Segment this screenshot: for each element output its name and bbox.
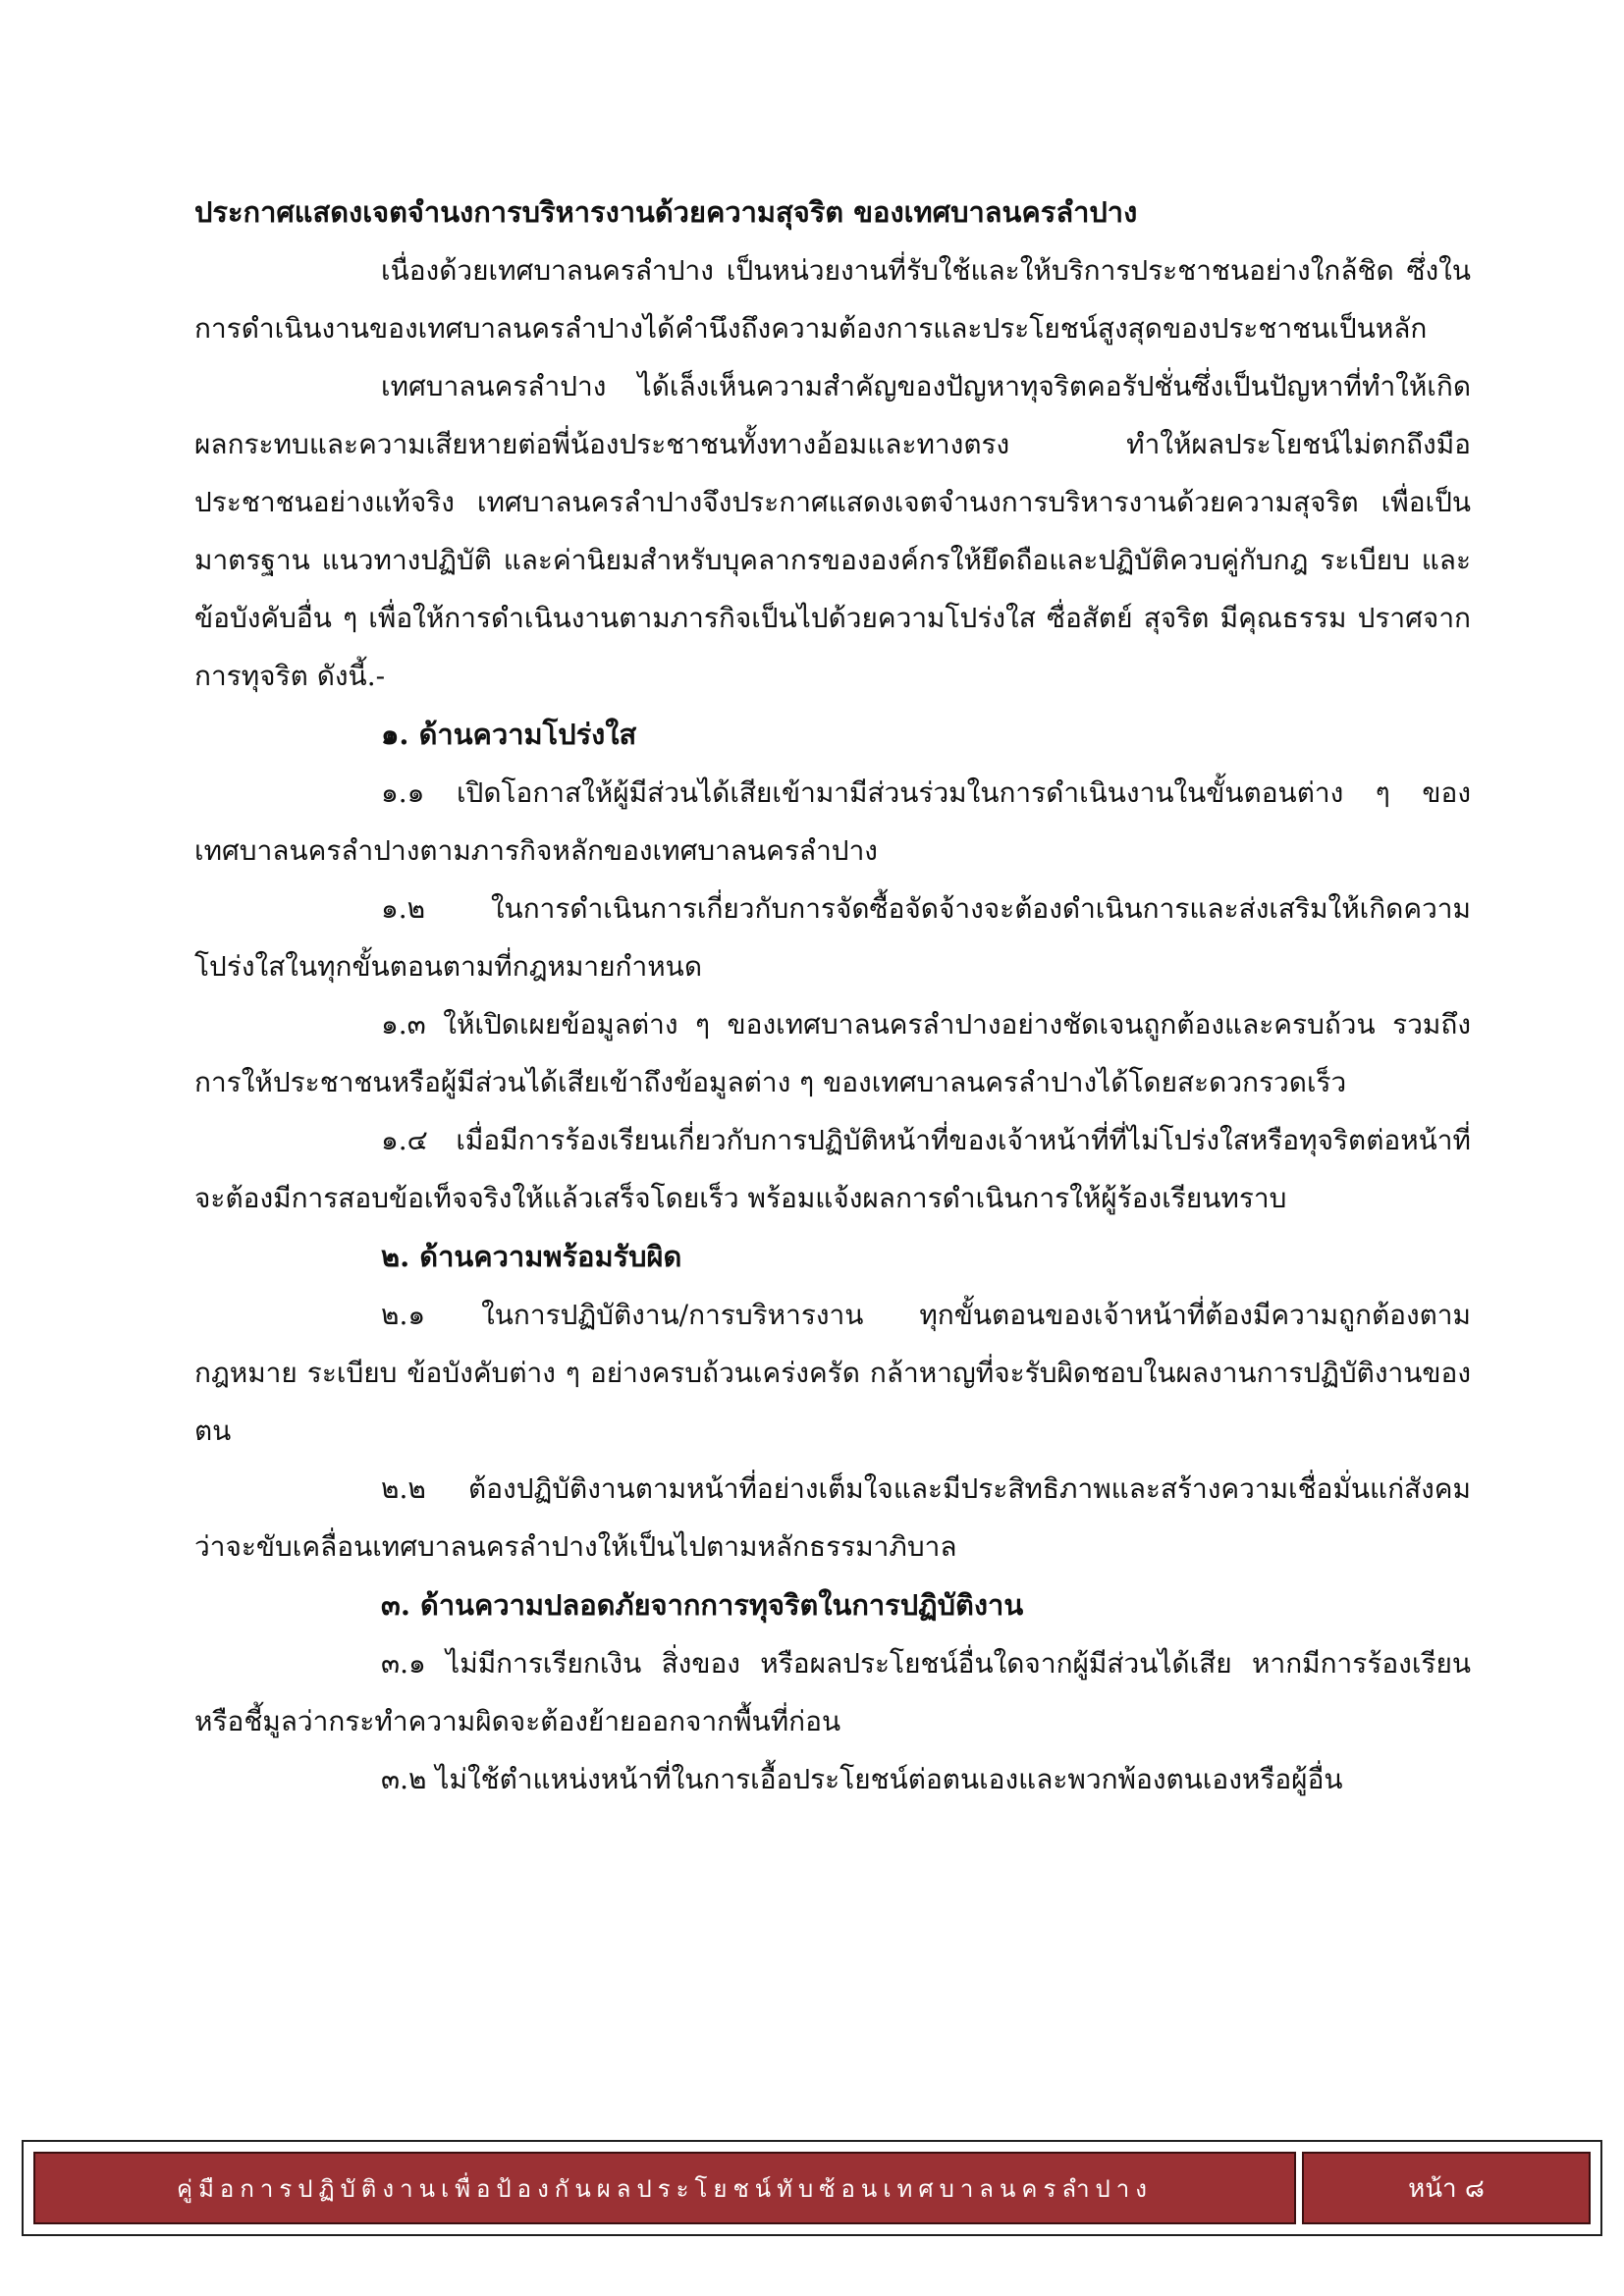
document-title: ประกาศแสดงเจตจำนงการบริหารงานด้วยความสุจริต ของเทศบาลนครลำปาง	[194, 195, 1138, 229]
document-body	[194, 183, 1471, 1808]
footer-bar	[33, 2152, 1591, 2224]
footer-manual-title: คู่มือการปฏิบัติงานเพื่อป้องกันผลประโยชน์ทับซ้อนเทศบาลนครลำปาง	[33, 2152, 1296, 2224]
intro-paragraph-1: เนื่องด้วยเทศบาลนครลำปาง เป็นหน่วยงานที่รับใช้และให้บริการประชาชนอย่างใกล้ชิด ซึ่งในการดำเนินงานของเทศบาลนครลำปางได้คำนึงถึงความต้องการและประโยชน์สูงสุดของประชาชนเป็นหลัก	[194, 254, 1471, 345]
section-heading-accountability: ๒. ด้านความพร้อมรับผิด	[381, 1240, 682, 1273]
section-item: ๓.๑ ไม่มีการเรียกเงิน สิ่งของ หรือผลประโยชน์อื่นใดจากผู้มีส่วนได้เสีย หากมีการร้องเรียนหรือชี้มูลว่ากระทำความผิดจะต้องย้ายออกจากพื้นที่ก่อน	[194, 1647, 1471, 1737]
footer-page-number: หน้า ๘	[1302, 2152, 1591, 2224]
section-item: ๓.๒ ไม่ใช้ตำแหน่งหน้าที่ในการเอื้อประโยชน์ต่อตนเองและพวกพ้องตนเองหรือผู้อื่น	[381, 1763, 1343, 1795]
section-heading-anti-corruption: ๓. ด้านความปลอดภัยจากการทุจริตในการปฏิบัติงาน	[381, 1588, 1024, 1622]
section-item: ๑.๔ เมื่อมีการร้องเรียนเกี่ยวกับการปฏิบัติหน้าที่ของเจ้าหน้าที่ที่ไม่โปร่งใสหรือทุจริตต่อหน้าที่จะต้องมีการสอบข้อเท็จจริงให้แล้วเสร็จโดยเร็ว พร้อมแจ้งผลการดำเนินการให้ผู้ร้องเรียนทราบ	[194, 1124, 1471, 1214]
section-item: ๑.๑ เปิดโอกาสให้ผู้มีส่วนได้เสียเข้ามามีส่วนร่วมในการดำเนินงานในขั้นตอนต่าง ๆ ของเทศบาลนครลำปางตามภารกิจหลักของเทศบาลนครลำปาง	[194, 776, 1471, 867]
section-item: ๒.๒ ต้องปฏิบัติงานตามหน้าที่อย่างเต็มใจและมีประสิทธิภาพและสร้างความเชื่อมั่นแก่สังคม ว่าจะขับเคลื่อนเทศบาลนครลำปางให้เป็นไปตามหลักธรรมาภิบาล	[194, 1472, 1471, 1563]
intro-paragraph-2: เทศบาลนครลำปาง ได้เล็งเห็นความสำคัญของปัญหาทุจริตคอรัปชั่นซึ่งเป็นปัญหาที่ทำให้เกิดผลกระทบและความเสียหายต่อพี่น้องประชาชนทั้งทางอ้อมและทางตรง ทำให้ผลประโยชน์ไม่ตกถึงมือประชาชนอย่างแท้จริง เทศบาลนครลำปางจึงประกาศแสดงเจตจำนงการบริหารงานด้วยความสุจริต เพื่อเป็นมาตรฐาน แนวทางปฏิบัติ และค่านิยมสำหรับบุคลากรขององค์กรให้ยึดถือและปฏิบัติควบคู่กับกฎ ระเบียบ และข้อบังคับอื่น ๆ เพื่อให้การดำเนินงานตามภารกิจเป็นไปด้วยความโปร่งใส ซื่อสัตย์ สุจริต มีคุณธรรม ปราศจากการทุจริต ดังนี้.-	[194, 370, 1471, 692]
section-item: ๑.๒ ในการดำเนินการเกี่ยวกับการจัดซื้อจัดจ้างจะต้องดำเนินการและส่งเสริมให้เกิดความโปร่งใสในทุกขั้นตอนตามที่กฎหมายกำหนด	[194, 892, 1471, 983]
section-item: ๑.๓ ให้เปิดเผยข้อมูลต่าง ๆ ของเทศบาลนครลำปางอย่างชัดเจนถูกต้องและครบถ้วน รวมถึง การให้ประชาชนหรือผู้มีส่วนได้เสียเข้าถึงข้อมูลต่าง ๆ ของเทศบาลนครลำปางได้โดยสะดวกรวดเร็ว	[194, 1008, 1471, 1098]
section-item: ๒.๑ ในการปฏิบัติงาน/การบริหารงาน ทุกขั้นตอนของเจ้าหน้าที่ต้องมีความถูกต้องตามกฎหมาย ระเบียบ ข้อบังคับต่าง ๆ อย่างครบถ้วนเคร่งครัด กล้าหาญที่จะรับผิดชอบในผลงานการปฏิบัติงานของตน	[194, 1299, 1471, 1447]
section-heading-transparency: ๑. ด้านความโปร่งใส	[381, 718, 637, 751]
page-footer	[22, 2140, 1602, 2236]
